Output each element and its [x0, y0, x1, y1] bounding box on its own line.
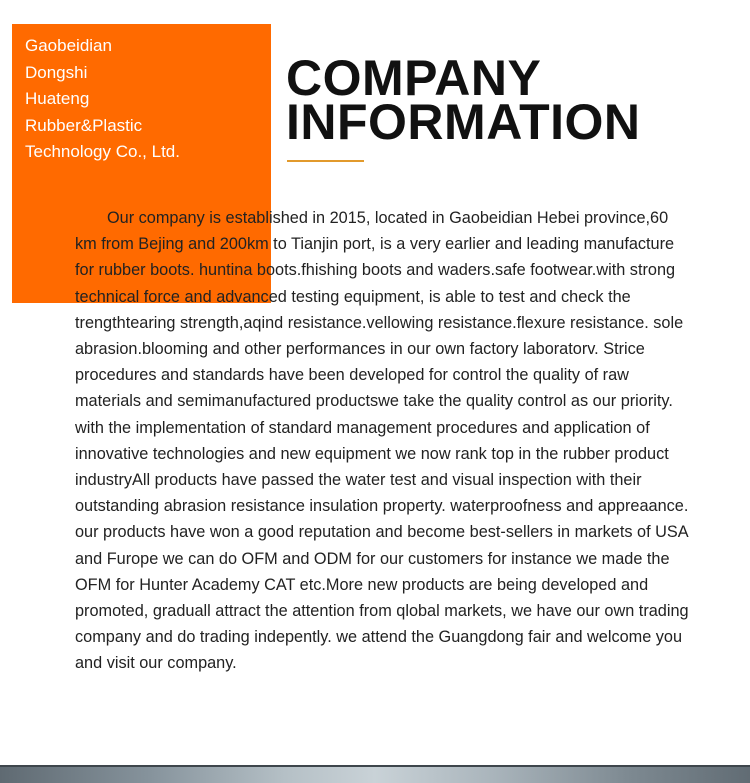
company-name-line: Rubber&Plastic [25, 115, 143, 135]
page-title-line-2: INFORMATION [286, 94, 641, 150]
page-title [286, 50, 641, 150]
company-name-list [25, 33, 265, 166]
company-description: Our company is established in 2015, located in Gaobeidian Hebei province,60 km from Bejing and 200km to Tianjin port, is a very earlier and leading manufacture for rubber boots. huntina boots.fhishing boots and waders.safe footwear.with strong technical force and advanced testing equipment, is able to test and check the trengthtearing strength,aqind resistance.vellowing resistance.flexure resistance. sole abrasion.blooming and other performances in our own factory laboratorv. Strice procedures and standards have been developed for control the quality of raw materials and semimanufactured productswe take the quality control as our priority. with the implementation of standard management procedures and application of innovative technologies and new equipment we now rank top in the rubber product industryAll products have passed the water test and visual inspection with their outstanding abrasion resistance insulation property. waterproofness and appreaance. our products have won a good reputation and become best-sellers in markets of USA and Furope we can do OFM and ODM for our customers for instance we made the OFM for Hunter Academy CAT etc.More new products are being developed and promoted, graduall attract the attention from qlobal markets, we have our own trading company and do trading indepently. we attend the Guangdong fair and welcome you and visit our company. [75, 209, 689, 673]
bottom-banner-edge [0, 765, 750, 767]
company-name-line: Huateng [25, 89, 90, 108]
title-underline-divider [287, 160, 364, 162]
company-name-line: Gaobeidian [25, 36, 112, 55]
bottom-banner-image [0, 765, 750, 783]
page-title-line-1: COMPANY [286, 50, 542, 106]
company-name-line: Technology Co., Ltd. [25, 142, 180, 161]
company-name-line: Dongshi [25, 62, 88, 82]
